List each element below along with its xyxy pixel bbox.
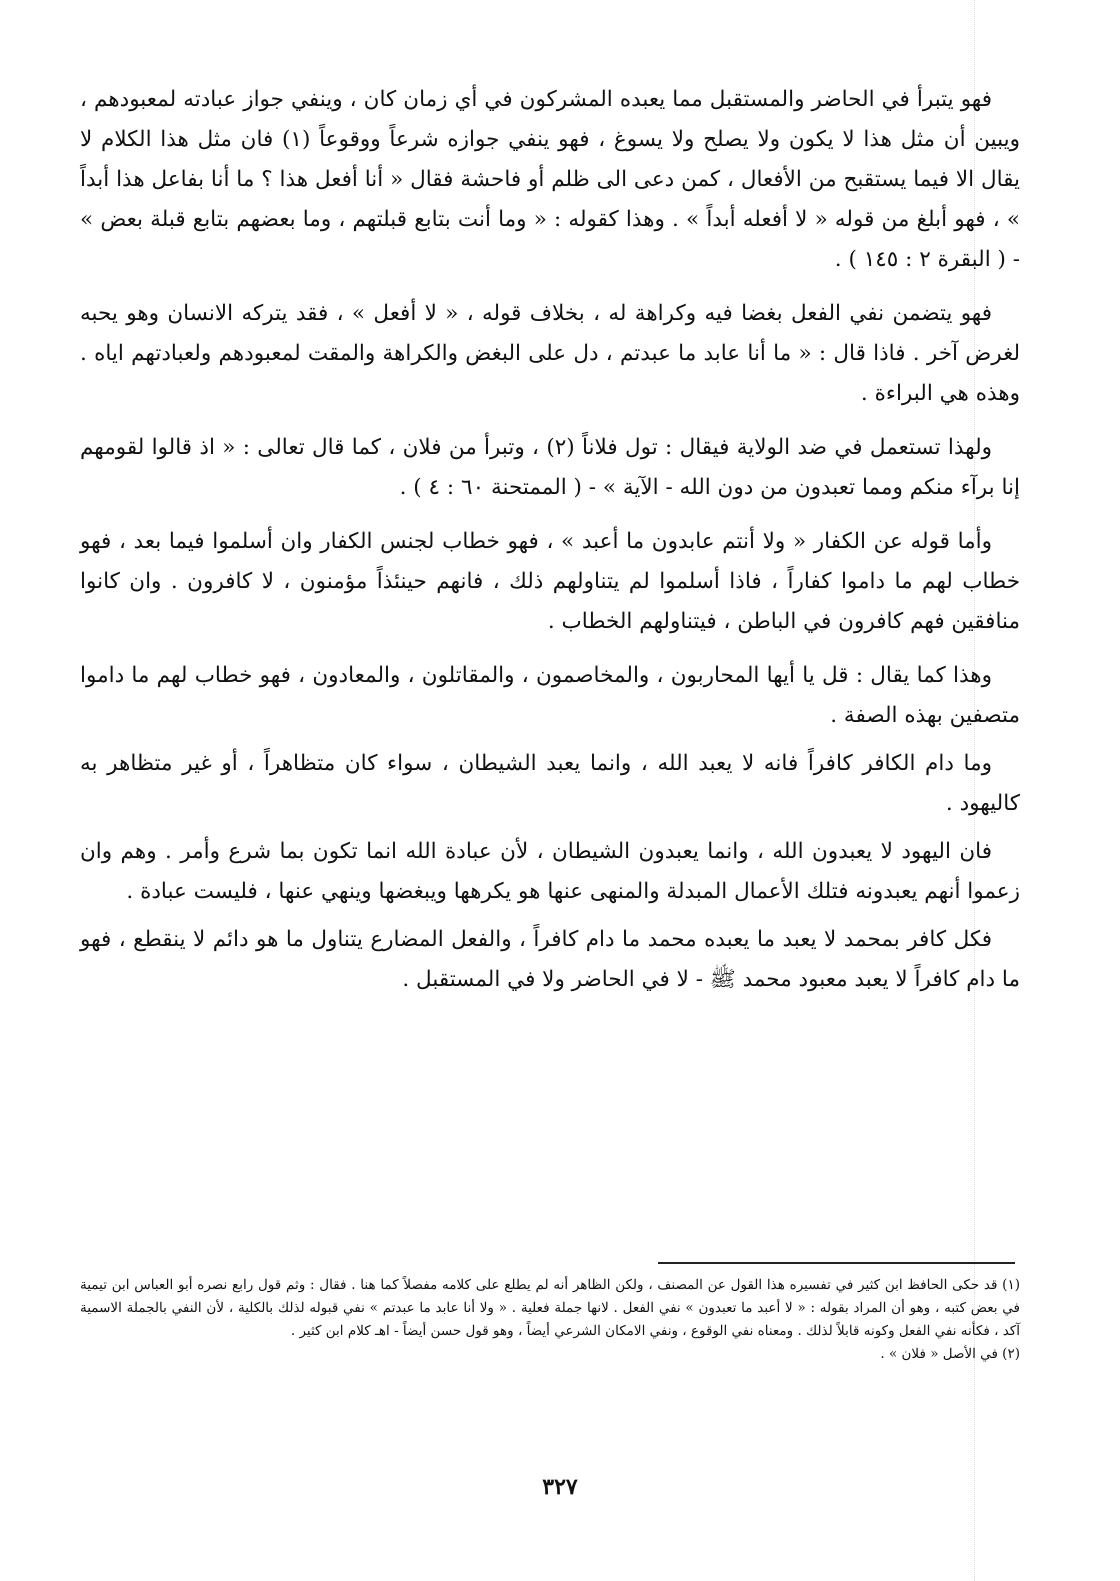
paragraph-2: فهو يتضمن نفي الفعل بغضا فيه وكراهة له ، بخلاف قوله ، « لا أفعل » ، فقد يتركه الانسان وهو يحبه لغرض آخر . فاذا قال : « ما أنا عابد ما عبدتم ، دل على البغض والكراهة والمقت لمعبودهم ولعبادتهم اياه . وهذه هي البراءة . (80, 301, 1020, 406)
paragraph-6: وما دام الكافر كافراً فانه لا يعبد الله ، وانما يعبد الشيطان ، سواء كان متظاهراً ، أو غير متظاهر به كاليهود . (80, 751, 1020, 816)
paragraph-8: فكل كافر بمحمد لا يعبد ما يعبده محمد ما دام كافراً ، والفعل المضارع يتناول ما هو دائم لا ينقطع ، فهو ما دام كافراً لا يعبد معبود محمد ﷺ - لا في الحاضر ولا في المستقبل . (80, 927, 1020, 992)
page-number: ٣٢٧ (542, 1474, 578, 1500)
paragraph-4: وأما قوله عن الكفار « ولا أنتم عابدون ما أعبد » ، فهو خطاب لجنس الكفار وان أسلموا فيما بعد ، فهو خطاب لهم ما داموا كفاراً ، فاذا أسلموا لم يتناولهم ذلك ، فانهم حينئذاً مؤمنون ، لا كافرون . وان كانوا منافقين فهم كافرون في الباطن ، فيتناولهم الخطاب . (80, 529, 1020, 634)
main-text (80, 80, 1020, 1008)
paragraph-1: فهو يتبرأ في الحاضر والمستقبل مما يعبده المشركون في أي زمان كان ، وينفي جواز عبادته لمعبودهم ، ويبين أن مثل هذا لا يكون ولا يصلح ولا يسوغ ، فهو ينفي جوازه شرعاً ووقوعاً (١) فان مثل هذا الكلام لا يقال الا فيما يستقبح من الأفعال ، كمن دعى الى ظلم أو فاحشة فقال « أنا أفعل هذا ؟ ما أنا بفاعل هذا أبداً » ، فهو أبلغ من قوله « لا أفعله أبداً » . وهذا كقوله : « وما أنت بتابع قبلتهم ، وما بعضهم بتابع قبلة بعض » - ( البقرة ٢ : ١٤٥ ) . (80, 87, 1020, 272)
footnote-2: (٢) في الأصل « فلان » . (880, 1346, 1020, 1362)
paragraph-3: ولهذا تستعمل في ضد الولاية فيقال : تول فلاناً (٢) ، وتبرأ من فلان ، كما قال تعالى : « اذ قالوا لقومهم إنا برآء منكم ومما تعبدون من دون الله - الآية » - ( الممتحنة ٦٠ : ٤ ) . (80, 435, 1020, 500)
footnotes (80, 1274, 1020, 1366)
footnote-1: (١) قد حكى الحافظ ابن كثير في تفسيره هذا القول عن المصنف ، ولكن الظاهر أنه لم يطلع على كلامه مفصلاً كما هنا . فقال : وثم قول رابع نصره أبو العباس ابن تيمية في بعض كتبه ، وهو أن المراد بقوله : « لا أعبد ما تعبدون » نفي الفعل . لانها جملة فعلية . « ولا أنا عابد ما عبدتم » نفي قبوله لذلك بالكلية ، لأن النفي بالجملة الاسمية آكد ، فكأنه نفي الفعل وكونه قابلاً لذلك . ومعناه نفي الوقوع ، ونفي الامكان الشرعي أيضاً ، وهو قول حسن أيضاً - اهـ كلام ابن كثير . (80, 1277, 1020, 1339)
paragraph-5: وهذا كما يقال : قل يا أيها المحاربون ، والمخاصمون ، والمقاتلون ، والمعادون ، فهو خطاب لهم ما داموا متصفين بهذه الصفة . (80, 663, 1020, 728)
footnote-divider (658, 1262, 1015, 1264)
paragraph-7: فان اليهود لا يعبدون الله ، وانما يعبدون الشيطان ، لأن عبادة الله انما تكون بما شرع وأمر . وهم وان زعموا أنهم يعبدونه فتلك الأعمال المبدلة والمنهى عنها هو يكرهها ويبغضها وينهي عنها ، فليست عبادة . (80, 839, 1020, 904)
